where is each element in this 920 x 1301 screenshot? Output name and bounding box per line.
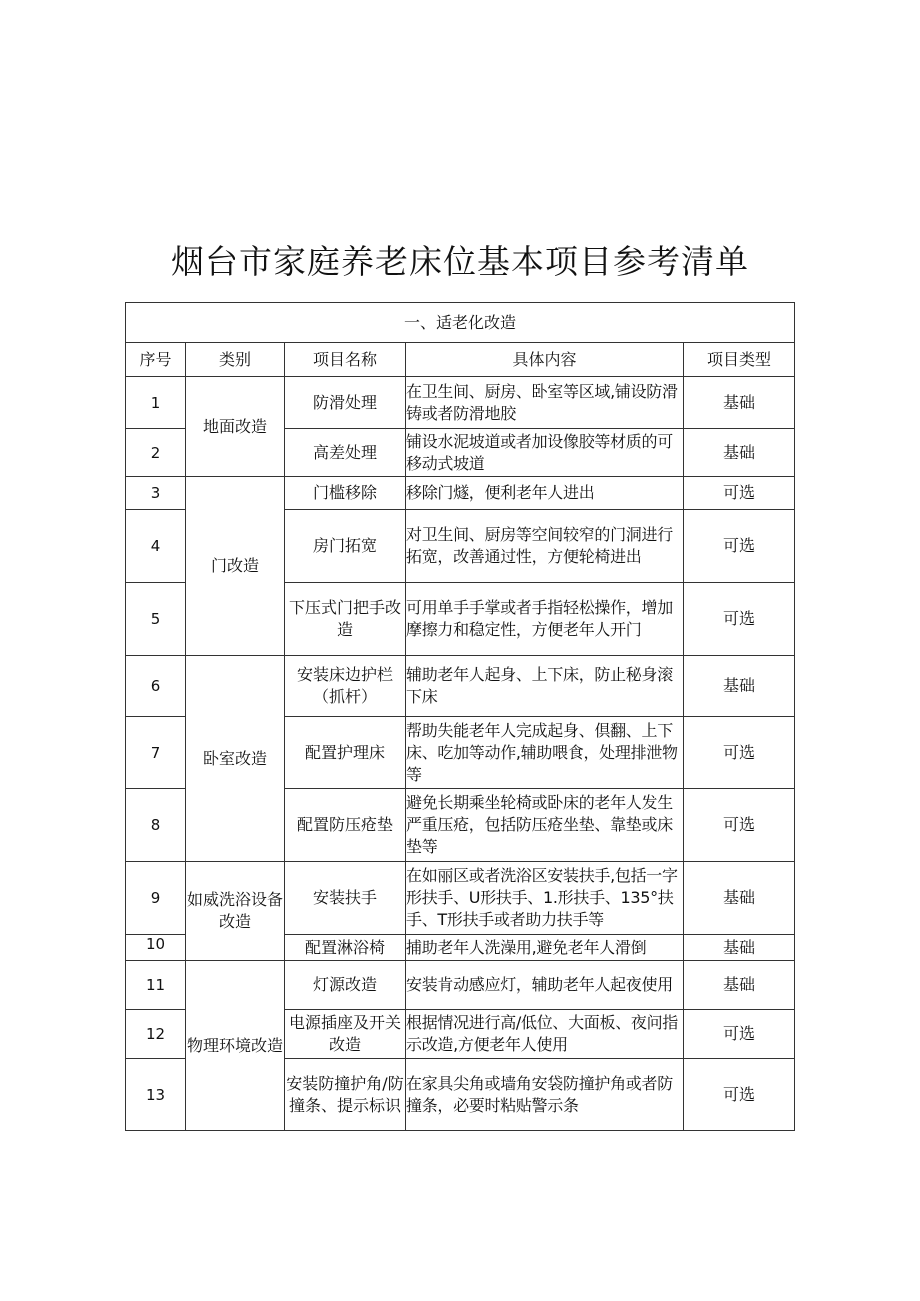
row-content: 安装肯动感应灯，辅助老年人起夜使用	[406, 961, 684, 1010]
row-item: 配置防压疮垫	[285, 789, 406, 862]
row-content: 铺设水泥坡道或者加设像胶等材质的可移动式坡道	[406, 429, 684, 477]
row-item: 配置淋浴椅	[285, 935, 406, 961]
row-seq: 7	[126, 717, 186, 789]
row-type: 可选	[684, 583, 795, 656]
row-content: 辅助老年人起身、上下床，防止秘身滚下床	[406, 656, 684, 717]
row-category: 卧室改造	[186, 656, 285, 862]
row-item: 电源插座及开关改造	[285, 1010, 406, 1059]
row-seq: 4	[126, 510, 186, 583]
row-item: 安装防撞护角/防撞条、提示标识	[285, 1059, 406, 1131]
row-item: 下压式门把手改造	[285, 583, 406, 656]
row-seq: 12	[126, 1010, 186, 1059]
row-category: 物理环境改造	[186, 961, 285, 1131]
header-category: 类别	[186, 343, 285, 377]
header-content: 具体内容	[406, 343, 684, 377]
row-item: 门槛移除	[285, 477, 406, 510]
row-content: 帮助失能老年人完成起身、倶翻、上下床、吃加等动作,辅助喂食，处理排泄物等	[406, 717, 684, 789]
document-title: 烟台市家庭养老床位基本项目参考清单	[171, 242, 749, 281]
table-row	[126, 961, 795, 1010]
header-seq: 序号	[126, 343, 186, 377]
row-seq: 6	[126, 656, 186, 717]
row-item: 高差处理	[285, 429, 406, 477]
header-row	[126, 343, 795, 377]
table-row	[126, 477, 795, 510]
section-row	[126, 303, 795, 343]
row-type: 基础	[684, 862, 795, 935]
row-item: 安装扶手	[285, 862, 406, 935]
row-seq: 3	[126, 477, 186, 510]
table-row	[126, 862, 795, 935]
row-seq: 13	[126, 1059, 186, 1131]
row-content: 对卫生间、厨房等空间较窄的门洞进行拓宽，改善通过性，方便轮椅进出	[406, 510, 684, 583]
row-item: 灯源改造	[285, 961, 406, 1010]
row-type: 可选	[684, 717, 795, 789]
row-category: 地面改造	[186, 377, 285, 477]
row-type: 可选	[684, 1010, 795, 1059]
row-content: 根据情况进行高/低位、大面板、夜问指示改造,方便老年人使用	[406, 1010, 684, 1059]
row-item: 安装床边护栏（抓杆）	[285, 656, 406, 717]
row-type: 基础	[684, 377, 795, 429]
row-content: 避免长期乘坐轮椅或卧床的老年人发生严重压疮，包括防压疮坐垫、靠垫或床垫等	[406, 789, 684, 862]
row-type: 基础	[684, 656, 795, 717]
row-seq: 5	[126, 583, 186, 656]
row-type: 可选	[684, 477, 795, 510]
row-content: 在卫生间、厨房、卧室等区域,铺设防滑铸或者防滑地胶	[406, 377, 684, 429]
row-item: 房门拓宽	[285, 510, 406, 583]
row-type: 可选	[684, 510, 795, 583]
row-seq: 10	[126, 935, 186, 961]
row-content: 在如丽区或者洗浴区安装扶手,包括一字形扶手、U形扶手、1.形扶手、135°扶手、T形扶手或者助力扶手等	[406, 862, 684, 935]
project-table	[125, 302, 795, 1131]
row-type: 可选	[684, 1059, 795, 1131]
row-seq: 2	[126, 429, 186, 477]
row-type: 可选	[684, 789, 795, 862]
row-content: 移除门燧，便利老年人进出	[406, 477, 684, 510]
row-type: 基础	[684, 961, 795, 1010]
row-category: 门改造	[186, 477, 285, 656]
section-title: 一、适老化改造	[126, 303, 795, 343]
row-seq: 9	[126, 862, 186, 935]
row-content: 在家具尖角或墙角安袋防撞护角或者防撞条，必要时粘贴警示条	[406, 1059, 684, 1131]
table-row	[126, 377, 795, 429]
row-seq: 8	[126, 789, 186, 862]
row-item: 配置护理床	[285, 717, 406, 789]
header-item: 项目名称	[285, 343, 406, 377]
row-type: 基础	[684, 429, 795, 477]
row-type: 基础	[684, 935, 795, 961]
row-item: 防滑处理	[285, 377, 406, 429]
row-seq: 1	[126, 377, 186, 429]
table-row	[126, 656, 795, 717]
row-seq: 11	[126, 961, 186, 1010]
header-type: 项目类型	[684, 343, 795, 377]
row-category: 如威洗浴设备改造	[186, 862, 285, 961]
row-content: 可用单手手掌或者手指轻松操作，增加摩擦力和稳定性，方便老年人开门	[406, 583, 684, 656]
row-content: 捕助老年人洗澡用,避免老年人滑倒	[406, 935, 684, 961]
